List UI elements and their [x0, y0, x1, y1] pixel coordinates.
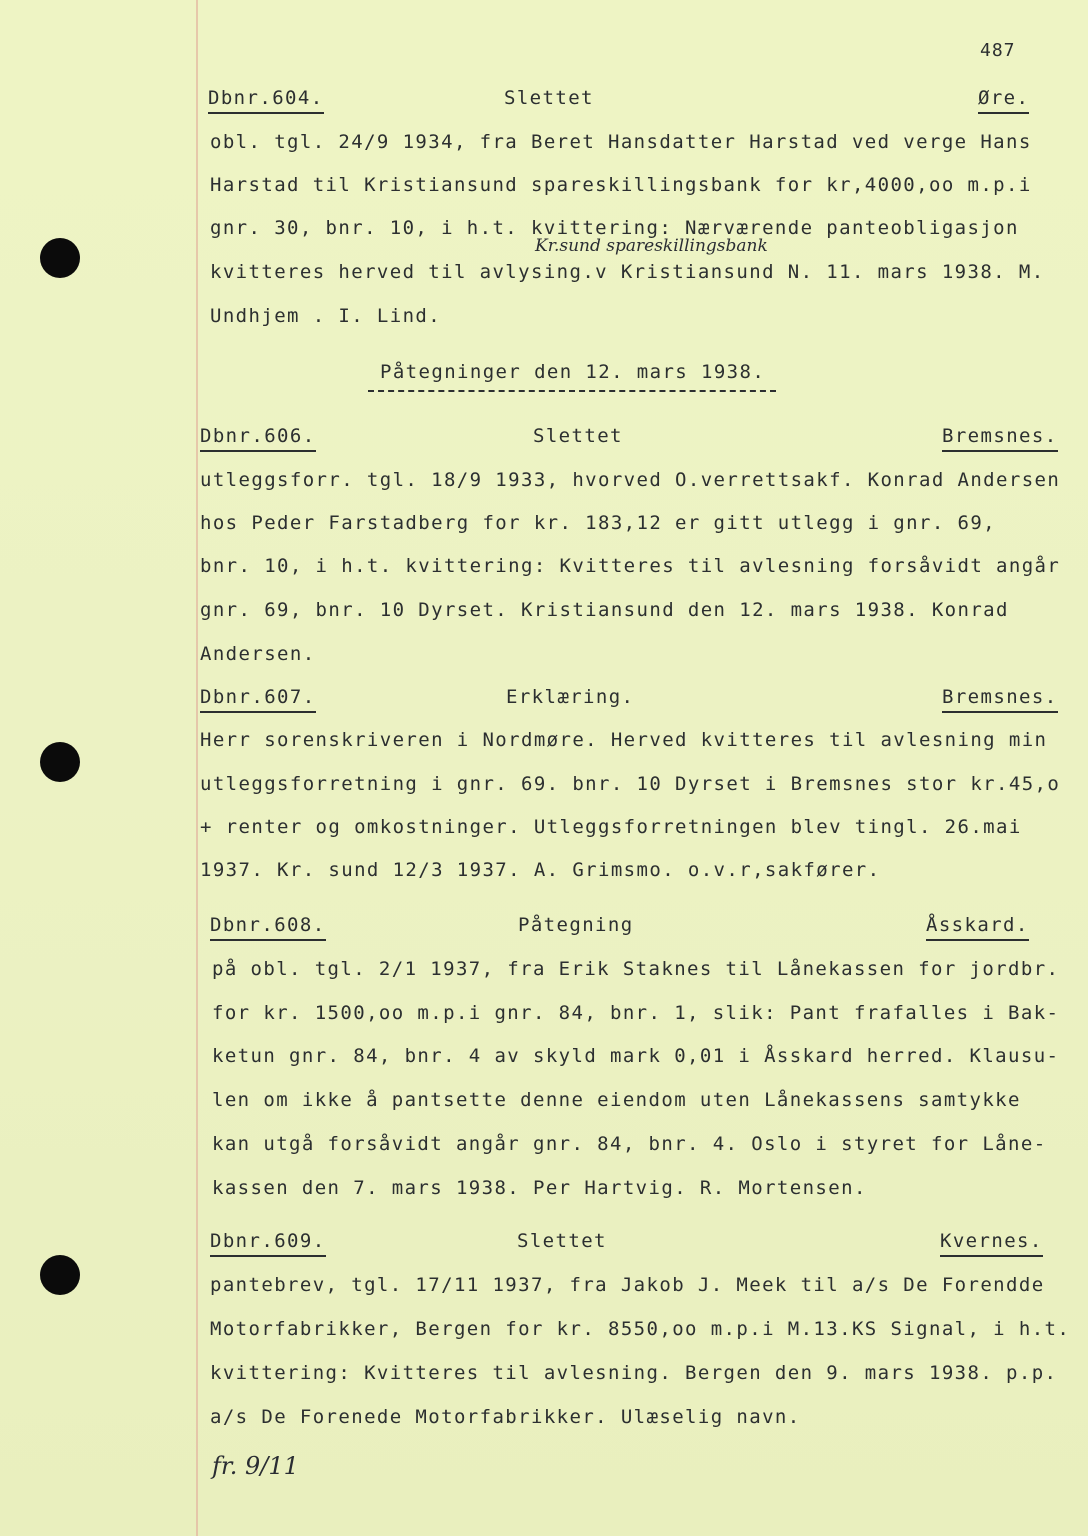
entry-604-line: Harstad til Kristiansund spareskillingsbank for kr,4000,oo m.p.i — [210, 174, 1032, 196]
entry-608-line: for kr. 1500,oo m.p.i gnr. 84, bnr. 1, slik: Pant frafalles i Bak- — [212, 1002, 1060, 1024]
entry-608-ref: Dbnr.608. — [210, 913, 326, 941]
entry-608-line: kassen den 7. mars 1938. Per Hartvig. R. Mortensen. — [212, 1177, 867, 1199]
entry-608-place: Åsskard. — [926, 913, 1029, 941]
entry-604-line: kvitteres herved til avlysing.v Kristiansund N. 11. mars 1938. M. — [210, 261, 1045, 283]
entry-608-type: Påtegning — [518, 914, 634, 936]
entry-604-line: obl. tgl. 24/9 1934, fra Beret Hansdatter Harstad ved verge Hans — [210, 131, 1032, 153]
entry-604-line: gnr. 30, bnr. 10, i h.t. kvittering: Nærværende panteobligasjon — [210, 217, 1019, 239]
entry-607-ref: Dbnr.607. — [200, 685, 316, 713]
punch-hole-bottom — [40, 1255, 80, 1295]
entry-606-ref: Dbnr.606. — [200, 424, 316, 452]
entry-606-type: Slettet — [533, 425, 623, 447]
entry-609-line: pantebrev, tgl. 17/11 1937, fra Jakob J. Meek til a/s De Forendde — [210, 1274, 1045, 1296]
heading-dashed-rule — [368, 390, 776, 392]
entry-606-line: hos Peder Farstadberg for kr. 183,12 er gitt utlegg i gnr. 69, — [200, 512, 997, 534]
entry-606-line: Andersen. — [200, 643, 316, 665]
entry-609-line: kvittering: Kvitteres til avlesning. Bergen den 9. mars 1938. p.p. — [210, 1362, 1058, 1384]
entry-606-place: Bremsnes. — [942, 424, 1058, 452]
entry-606-line: utleggsforr. tgl. 18/9 1933, hvorved O.verrettsakf. Konrad Andersen — [200, 469, 1061, 491]
entry-608-line: ketun gnr. 84, bnr. 4 av skyld mark 0,01 i Åsskard herred. Klausu- — [212, 1045, 1060, 1067]
punch-hole-top — [40, 238, 80, 278]
entry-604-place: Øre. — [978, 86, 1029, 114]
section-heading: Påtegninger den 12. mars 1938. — [380, 361, 766, 383]
entry-604-line: Undhjem . I. Lind. — [210, 305, 442, 327]
page-number: 487 — [980, 40, 1016, 61]
entry-609-type: Slettet — [517, 1230, 607, 1252]
entry-607-line: Herr sorenskriveren i Nordmøre. Herved kvitteres til avlesning min — [200, 729, 1048, 751]
margin-note: fr. 9/11 — [212, 1452, 299, 1480]
entry-606-line: gnr. 69, bnr. 10 Dyrset. Kristiansund den 12. mars 1938. Konrad — [200, 599, 1009, 621]
entry-604-ref: Dbnr.604. — [208, 86, 324, 114]
entry-607-line: + renter og omkostninger. Utleggsforretningen blev tingl. 26.mai — [200, 816, 1022, 838]
entry-608-line: len om ikke å pantsette denne eiendom uten Lånekassens samtykke — [212, 1089, 1021, 1111]
entry-604-type: Slettet — [504, 87, 594, 109]
entry-607-line: utleggsforretning i gnr. 69. bnr. 10 Dyrset i Bremsnes stor kr.45,o — [200, 773, 1061, 795]
entry-607-type: Erklæring. — [506, 686, 635, 708]
margin-rule — [196, 0, 198, 1536]
entry-609-ref: Dbnr.609. — [210, 1229, 326, 1257]
entry-609-line: a/s De Forenede Motorfabrikker. Ulæselig navn. — [210, 1406, 801, 1428]
entry-607-line: 1937. Kr. sund 12/3 1937. A. Grimsmo. o.v.r,sakfører. — [200, 859, 881, 881]
entry-609-place: Kvernes. — [940, 1229, 1043, 1257]
entry-608-line: kan utgå forsåvidt angår gnr. 84, bnr. 4. Oslo i styret for Låne- — [212, 1133, 1047, 1155]
handwritten-insert: Kr.sund spareskillingsbank — [535, 236, 768, 256]
entry-609-line: Motorfabrikker, Bergen for kr. 8550,oo m.p.i M.13.KS Signal, i h.t. — [210, 1318, 1071, 1340]
entry-606-line: bnr. 10, i h.t. kvittering: Kvitteres til avlesning forsåvidt angår — [200, 555, 1061, 577]
punch-hole-middle — [40, 742, 80, 782]
entry-607-place: Bremsnes. — [942, 685, 1058, 713]
entry-608-line: på obl. tgl. 2/1 1937, fra Erik Staknes til Lånekassen for jordbr. — [212, 958, 1060, 980]
